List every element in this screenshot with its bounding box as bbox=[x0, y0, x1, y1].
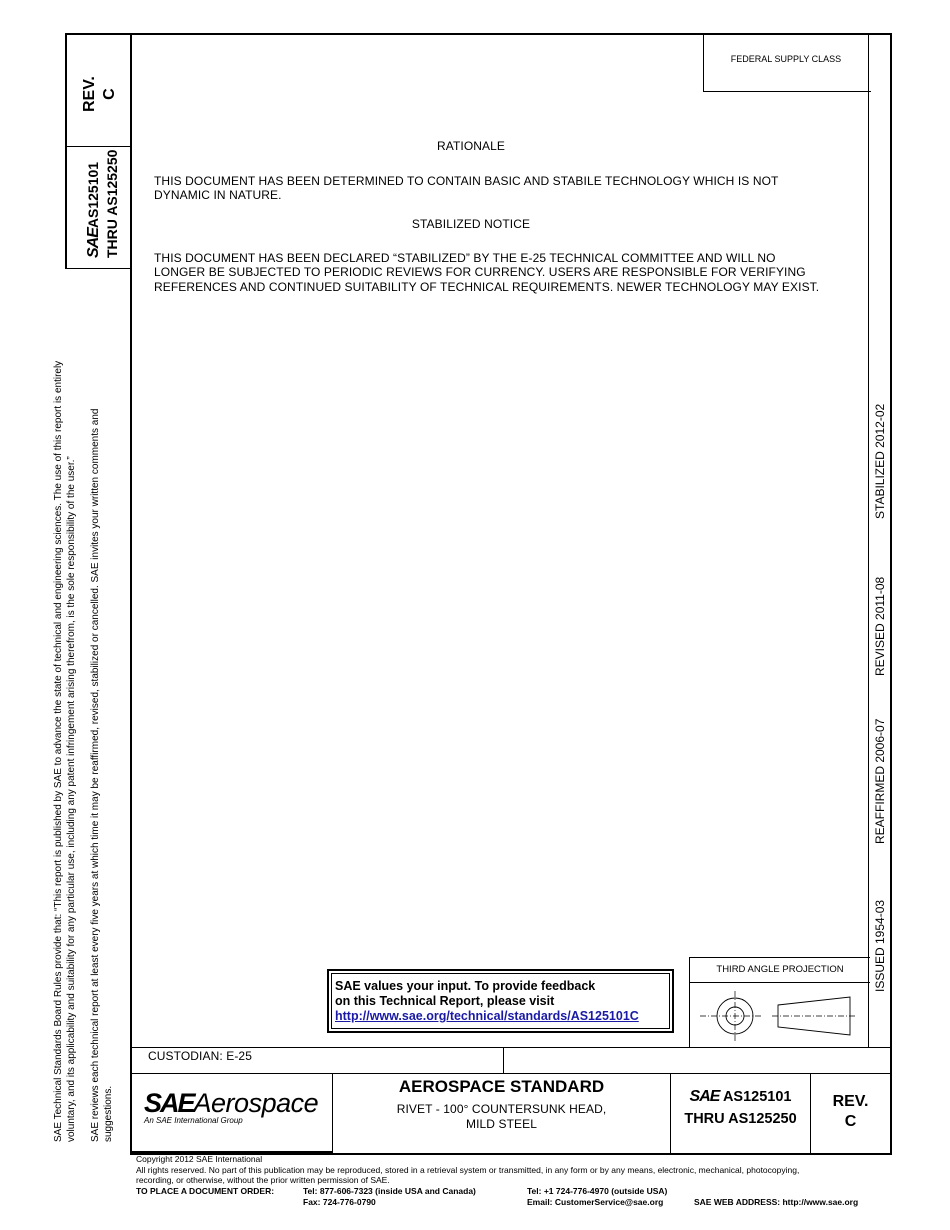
footer-web[interactable]: SAE WEB ADDRESS: http://www.sae.org bbox=[694, 1197, 859, 1207]
custodian: CUSTODIAN: E-25 bbox=[148, 1049, 252, 1063]
rev-block bbox=[811, 1092, 890, 1132]
footer-rights-1: All rights reserved. No part of this publication may be reproduced, stored in a retrieval system or transmitted, in any form or by any means, electronic, mechanical, photocopying, bbox=[136, 1164, 800, 1175]
side-rev bbox=[80, 76, 120, 112]
footer-email[interactable]: Email: CustomerService@sae.org bbox=[527, 1197, 664, 1207]
projection-box bbox=[689, 957, 870, 1048]
side-box-divider bbox=[65, 146, 131, 147]
side-box-bottom bbox=[65, 268, 131, 269]
feedback-box bbox=[327, 969, 674, 1033]
history-stabilized: STABILIZED 2012-02 bbox=[873, 403, 887, 519]
stabilized-line-1: THIS DOCUMENT HAS BEEN DECLARED “STABILIZED” BY THE E-25 TECHNICAL COMMITTEE AND WILL NO bbox=[154, 251, 776, 265]
feedback-line-1: SAE values your input. To provide feedback bbox=[335, 979, 596, 993]
federal-supply-class: FEDERAL SUPPLY CLASS bbox=[730, 54, 842, 64]
side-doc-number bbox=[84, 150, 121, 258]
history-strip bbox=[872, 404, 888, 992]
review-line-2: suggestions. bbox=[103, 1085, 114, 1142]
sae-aerospace-logo bbox=[144, 1088, 318, 1125]
frame-inner-left-line bbox=[130, 33, 132, 1155]
third-angle-projection-icon bbox=[690, 983, 870, 1047]
title-line-1: RIVET - 100° COUNTERSUNK HEAD, bbox=[396, 1102, 607, 1116]
feedback-link[interactable]: http://www.sae.org/technical/standards/AS125101C bbox=[335, 1009, 639, 1023]
doc-sae-icon: SAE bbox=[689, 1088, 720, 1105]
frame-top-line bbox=[65, 33, 891, 35]
fsc-box-bottom bbox=[703, 91, 871, 92]
review-note bbox=[89, 409, 115, 1142]
frame-right-line bbox=[890, 33, 892, 1155]
projection-label: THIRD ANGLE PROJECTION bbox=[716, 964, 844, 975]
side-rev-value: C bbox=[101, 88, 118, 100]
rationale-line-1: THIS DOCUMENT HAS BEEN DETERMINED TO CONTAIN BASIC AND STABILE TECHNOLOGY WHICH IS NOT bbox=[154, 174, 779, 188]
feedback-line-2: on this Technical Report, please visit bbox=[335, 994, 555, 1008]
side-rev-label: REV. bbox=[81, 76, 98, 112]
footer-tel-outside: Tel: +1 724-776-4970 (outside USA) bbox=[527, 1186, 668, 1196]
history-reaffirmed: REAFFIRMED 2006-07 bbox=[873, 718, 887, 844]
tsb-rules-note bbox=[52, 361, 78, 1142]
title-block-top bbox=[130, 1047, 892, 1048]
footer-tel-usa: Tel: 877-606-7323 (inside USA and Canada) bbox=[303, 1186, 476, 1196]
footer-order-label: TO PLACE A DOCUMENT ORDER: bbox=[136, 1186, 275, 1196]
stabilized-line-2: LONGER BE SUBJECTED TO PERIODIC REVIEWS FOR CURRENCY. USERS ARE RESPONSIBLE FOR VERIFYING bbox=[154, 265, 806, 279]
history-issued: ISSUED 1954-03 bbox=[873, 899, 887, 992]
stabilized-line-3: REFERENCES AND CONTINUED SUITABILITY OF TECHNICAL REQUIREMENTS. NEWER TECHNOLOGY MAY EXIST. bbox=[154, 280, 820, 294]
aerospace-wordmark: Aerospace bbox=[193, 1088, 319, 1118]
side-doc-number-text: AS125101 bbox=[85, 161, 101, 229]
rev-label: REV. bbox=[832, 1093, 869, 1110]
title-line-2: MILD STEEL bbox=[465, 1117, 538, 1131]
footer-fax: Fax: 724-776-0790 bbox=[303, 1197, 376, 1207]
title-block-row bbox=[130, 1073, 892, 1074]
tsb-rules-line-2: voluntary, and its applicability and suitability for any particular use, including any patent infringement arising therefrom, is the sole responsibility of the user.” bbox=[66, 456, 77, 1142]
doc-number-block bbox=[671, 1086, 810, 1130]
logo-tagline: An SAE International Group bbox=[144, 1116, 243, 1125]
rev-value: C bbox=[844, 1113, 857, 1130]
history-revised: REVISED 2011-08 bbox=[873, 576, 887, 676]
sae-logo-icon: SAE bbox=[85, 228, 102, 258]
sae-logo-mark: SAE bbox=[144, 1088, 194, 1118]
projection-top-line bbox=[690, 957, 870, 958]
footer-copyright: Copyright 2012 SAE International bbox=[136, 1154, 263, 1164]
logo-box-bottom bbox=[130, 1151, 333, 1153]
standard-type: AEROSPACE STANDARD bbox=[398, 1077, 605, 1096]
rationale-heading: RATIONALE bbox=[436, 139, 506, 153]
review-line-1: SAE reviews each technical report at least every five years at which time it may be reaffirmed, revised, stabilized or cancelled. SAE invites your written comments and bbox=[90, 408, 101, 1142]
custodian-divider bbox=[503, 1047, 504, 1073]
stabilized-heading: STABILIZED NOTICE bbox=[411, 217, 531, 231]
frame-right-inner-line bbox=[868, 33, 869, 1048]
doc-number-thru: THRU AS125250 bbox=[684, 1111, 797, 1127]
tsb-rules-line-1: SAE Technical Standards Board Rules provide that: “This report is published by SAE to advance the state of technical and engineering sciences. The use of this report is entirely bbox=[53, 360, 64, 1142]
footer-rights-2: recording, or otherwise, without the prior written permission of SAE. bbox=[136, 1175, 390, 1185]
rationale-line-2: DYNAMIC IN NATURE. bbox=[154, 188, 282, 202]
doc-number: AS125101 bbox=[722, 1089, 792, 1105]
frame-left-line bbox=[65, 33, 67, 269]
footer bbox=[136, 1154, 799, 1186]
side-doc-number-thru: THRU AS125250 bbox=[104, 149, 120, 258]
